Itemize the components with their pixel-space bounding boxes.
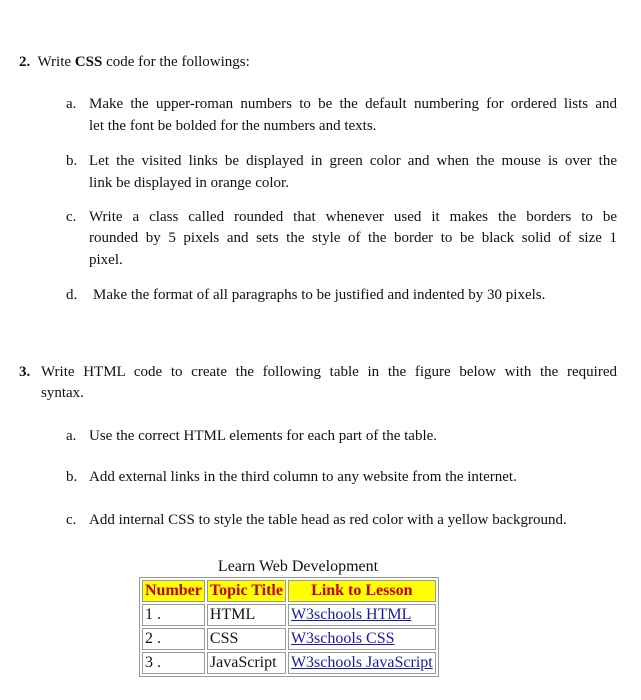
cell-link[interactable]: W3schools JavaScript [288,652,436,674]
q3-item-b-marker: b. [66,469,78,485]
question-3-line-1: Write HTML code to create the following table in the figure below with the required [41,364,617,380]
table-row [142,604,436,626]
q3-item-a-marker: a. [66,428,77,444]
q2-item-a-line-1: Make the upper-roman numbers to be the default numbering for ordered lists and [89,96,617,112]
question-3-line-2: syntax. [41,385,84,401]
question-2-text-bold: CSS [74,54,103,70]
table-row [142,652,436,674]
q2-item-a-marker: a. [66,96,77,112]
q3-item-c-text: Add internal CSS to style the table head as red color with a yellow background. [89,512,567,528]
q2-item-d-line-1: Make the format of all paragraphs to be justified and indented by 30 pixels. [93,287,546,303]
cell-link[interactable]: W3schools CSS [288,628,436,650]
q2-item-b-line-1: Let the visited links be displayed in green color and when the mouse is over the [89,153,617,169]
cell-number: 2 . [142,628,205,650]
cell-number: 3 . [142,652,205,674]
question-2-number: 2. [19,54,31,70]
q2-item-a-line-2: let the font be bolded for the numbers and texts. [89,118,377,134]
question-2-text-post: code for the followings: [102,54,250,70]
table-row [142,628,436,650]
q2-item-d-marker: d. [66,287,78,303]
q2-item-c-line-2: rounded by 5 pixels and sets the style of the border to be black solid of size 1 [89,230,617,246]
q3-item-a-text: Use the correct HTML elements for each part of the table. [89,428,438,444]
q2-item-b-line-2: link be displayed in orange color. [89,175,289,191]
cell-topic: JavaScript [207,652,286,674]
cell-number: 1 . [142,604,205,626]
table-header-row [142,580,436,602]
question-2-text-pre: Write [37,54,75,70]
header-topic-title: Topic Title [207,580,286,602]
q2-item-b-marker: b. [66,153,78,169]
q3-item-c-marker: c. [66,512,77,528]
cell-topic: HTML [207,604,286,626]
table-caption: Learn Web Development [217,558,379,575]
q2-item-c-marker: c. [66,209,77,225]
q3-item-b-text: Add external links in the third column to any website from the internet. [89,469,517,485]
q2-item-c-line-3: pixel. [89,252,123,268]
header-number: Number [142,580,205,602]
cell-topic: CSS [207,628,286,650]
question-3-number: 3. [19,364,31,380]
question-2-heading [19,54,250,71]
q2-item-c-line-1: Write a class called rounded that whenever used it makes the borders to be [89,209,617,225]
example-table [139,577,439,677]
cell-link[interactable]: W3schools HTML [288,604,436,626]
header-link-to-lesson: Link to Lesson [288,580,436,602]
